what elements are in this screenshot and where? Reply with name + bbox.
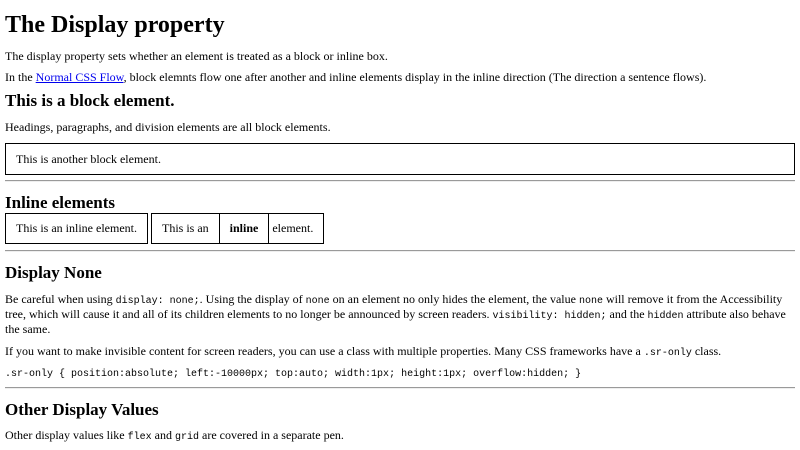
dn-p1-e: and the [606,307,648,321]
sr-only-code-block: .sr-only { position:absolute; left:-10000px; top:auto; width:1px; height:1px; overflow:hidden; } [5,369,582,380]
dn-code-none-2: none [578,296,603,307]
dn-p2-a: If you want to make invisible content for screen readers, you can use a class with multiple properties. Many CSS frameworks have a [5,344,644,358]
intro-p2-after: , block elemnts flow one after another and inline elements display in the inline direction (The direction a sentence flows). [123,70,707,84]
dn-code-sr-only: .sr-only [643,348,692,359]
dn-p1-f: attribute also behave the same. [5,307,786,336]
divider-3 [5,387,795,389]
dn-code-visibility: visibility: hidden; [492,311,607,322]
divider-1 [5,180,795,182]
inline-box-2-after: element. [268,213,324,244]
dn-code-hidden: hidden [647,311,684,322]
dn-code-display-none: display: none; [115,296,200,307]
dn-code-none-1: none [305,296,330,307]
display-none-paragraph-1 [5,293,795,336]
ov-b: and [151,428,175,442]
display-none-heading: Display None [5,263,102,282]
intro-paragraph-1: The display property sets whether an element is treated as a block or inline box. [5,49,388,63]
intro-p2-before: In the [5,70,36,84]
intro-paragraph-2 [5,70,795,84]
dn-p2-b: class. [691,344,722,358]
normal-css-flow-link[interactable]: Normal CSS Flow [35,70,124,84]
ov-code-grid: grid [174,432,199,443]
inline-box-2-before: This is an [151,213,220,244]
dn-p1-c: on an element no only hides the element, the value [329,292,579,306]
block-box-text: This is another block element. [16,152,161,166]
display-none-paragraph-2 [5,344,795,361]
inline-heading: Inline elements [5,193,116,212]
block-paragraph: Headings, paragraphs, and division elements are all block elements. [5,120,331,134]
block-element-box [5,143,795,175]
ov-c: are covered in a separate pen. [199,428,344,442]
dn-p1-a: Be careful when using [5,292,116,306]
ov-a: Other display values like [5,428,128,442]
dn-p1-b: . Using the display of [199,292,306,306]
inline-elements-row [5,213,795,244]
ov-code-flex: flex [127,432,152,443]
block-heading: This is a block element. [5,91,175,110]
other-values-heading: Other Display Values [5,400,159,419]
other-values-paragraph [5,428,795,445]
inline-box-1: This is an inline element. [5,213,148,244]
divider-2 [5,250,795,252]
inline-box-2-bold: inline [219,213,270,244]
dn-p1-d: will remove it from the Accessibility tree, which will cause it and all of its children elements to no longer be announced by screen readers. [5,292,783,321]
page-title: The Display property [5,12,225,38]
